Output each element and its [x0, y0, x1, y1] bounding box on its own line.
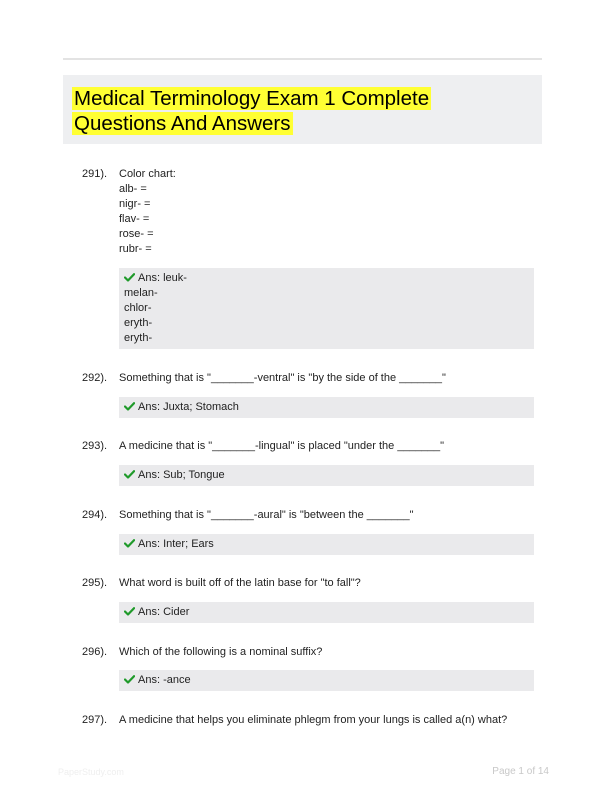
question-line: Something that is "_______-aural" is "between the _______" — [119, 509, 414, 521]
answer-box-294 — [119, 534, 534, 555]
check-icon — [124, 539, 135, 548]
question-line: A medicine that is "_______-lingual" is placed "under the _______" — [119, 440, 445, 452]
title-banner — [63, 75, 542, 144]
page-number: Page 1 of 14 — [492, 766, 549, 777]
answer-line — [124, 605, 534, 620]
question-text — [119, 371, 534, 386]
answer-text: Ans: -ance — [138, 674, 191, 686]
question-line: What word is built off of the latin base for "to fall"? — [119, 577, 361, 589]
question-line: Something that is "_______-ventral" is "by the side of the _______" — [119, 372, 446, 384]
question-number: 297). — [82, 714, 108, 726]
answer-box-293 — [119, 465, 534, 486]
answer-line: chlor- — [124, 302, 152, 314]
answer-text: Ans: Sub; Tongue — [138, 469, 225, 481]
question-number: 291). — [82, 168, 108, 180]
question-text — [119, 508, 534, 523]
question-number: 295). — [82, 577, 108, 589]
question-line: nigr- = — [119, 198, 151, 210]
answer-text: Ans: Inter; Ears — [138, 538, 214, 550]
question-line: flav- = — [119, 213, 150, 225]
answer-line: eryth- — [124, 317, 153, 329]
document-title — [72, 86, 431, 136]
question-line: rubr- = — [119, 243, 152, 255]
question-line: Which of the following is a nominal suffix? — [119, 646, 323, 658]
answer-box-292 — [119, 397, 534, 418]
question-line: alb- = — [119, 183, 147, 195]
answer-box-291 — [119, 268, 534, 349]
document-title-line-1: Medical Terminology Exam 1 Complete — [74, 87, 430, 110]
answer-line — [124, 673, 534, 688]
answer-line — [124, 400, 534, 415]
check-icon — [124, 675, 135, 684]
question-text — [119, 576, 534, 591]
answer-text: Ans: Cider — [138, 606, 190, 618]
answer-line: melan- — [124, 287, 158, 299]
footer-watermark: PaperStudy.com — [58, 767, 124, 777]
document-title-line-2: Questions And Answers — [74, 112, 291, 135]
check-icon — [124, 273, 135, 282]
check-icon — [124, 607, 135, 616]
question-line: rose- = — [119, 228, 154, 240]
answer-line — [124, 271, 534, 286]
question-number: 292). — [82, 372, 108, 384]
answer-text: Ans: leuk- — [138, 272, 187, 284]
answer-box-296 — [119, 670, 534, 691]
answer-line: eryth- — [124, 332, 153, 344]
question-text — [119, 439, 534, 454]
question-number: 296). — [82, 646, 108, 658]
answer-line — [124, 468, 534, 483]
top-divider — [63, 58, 542, 60]
question-text — [119, 713, 534, 728]
check-icon — [124, 470, 135, 479]
question-line: A medicine that helps you eliminate phlegm from your lungs is called a(n) what? — [119, 714, 508, 726]
answer-box-295 — [119, 602, 534, 623]
question-number: 294). — [82, 509, 108, 521]
answer-text: Ans: Juxta; Stomach — [138, 401, 239, 413]
answer-line — [124, 537, 534, 552]
question-line: Color chart: — [119, 168, 176, 180]
question-text — [119, 645, 534, 660]
check-icon — [124, 402, 135, 411]
question-text — [119, 167, 534, 257]
question-number: 293). — [82, 440, 108, 452]
